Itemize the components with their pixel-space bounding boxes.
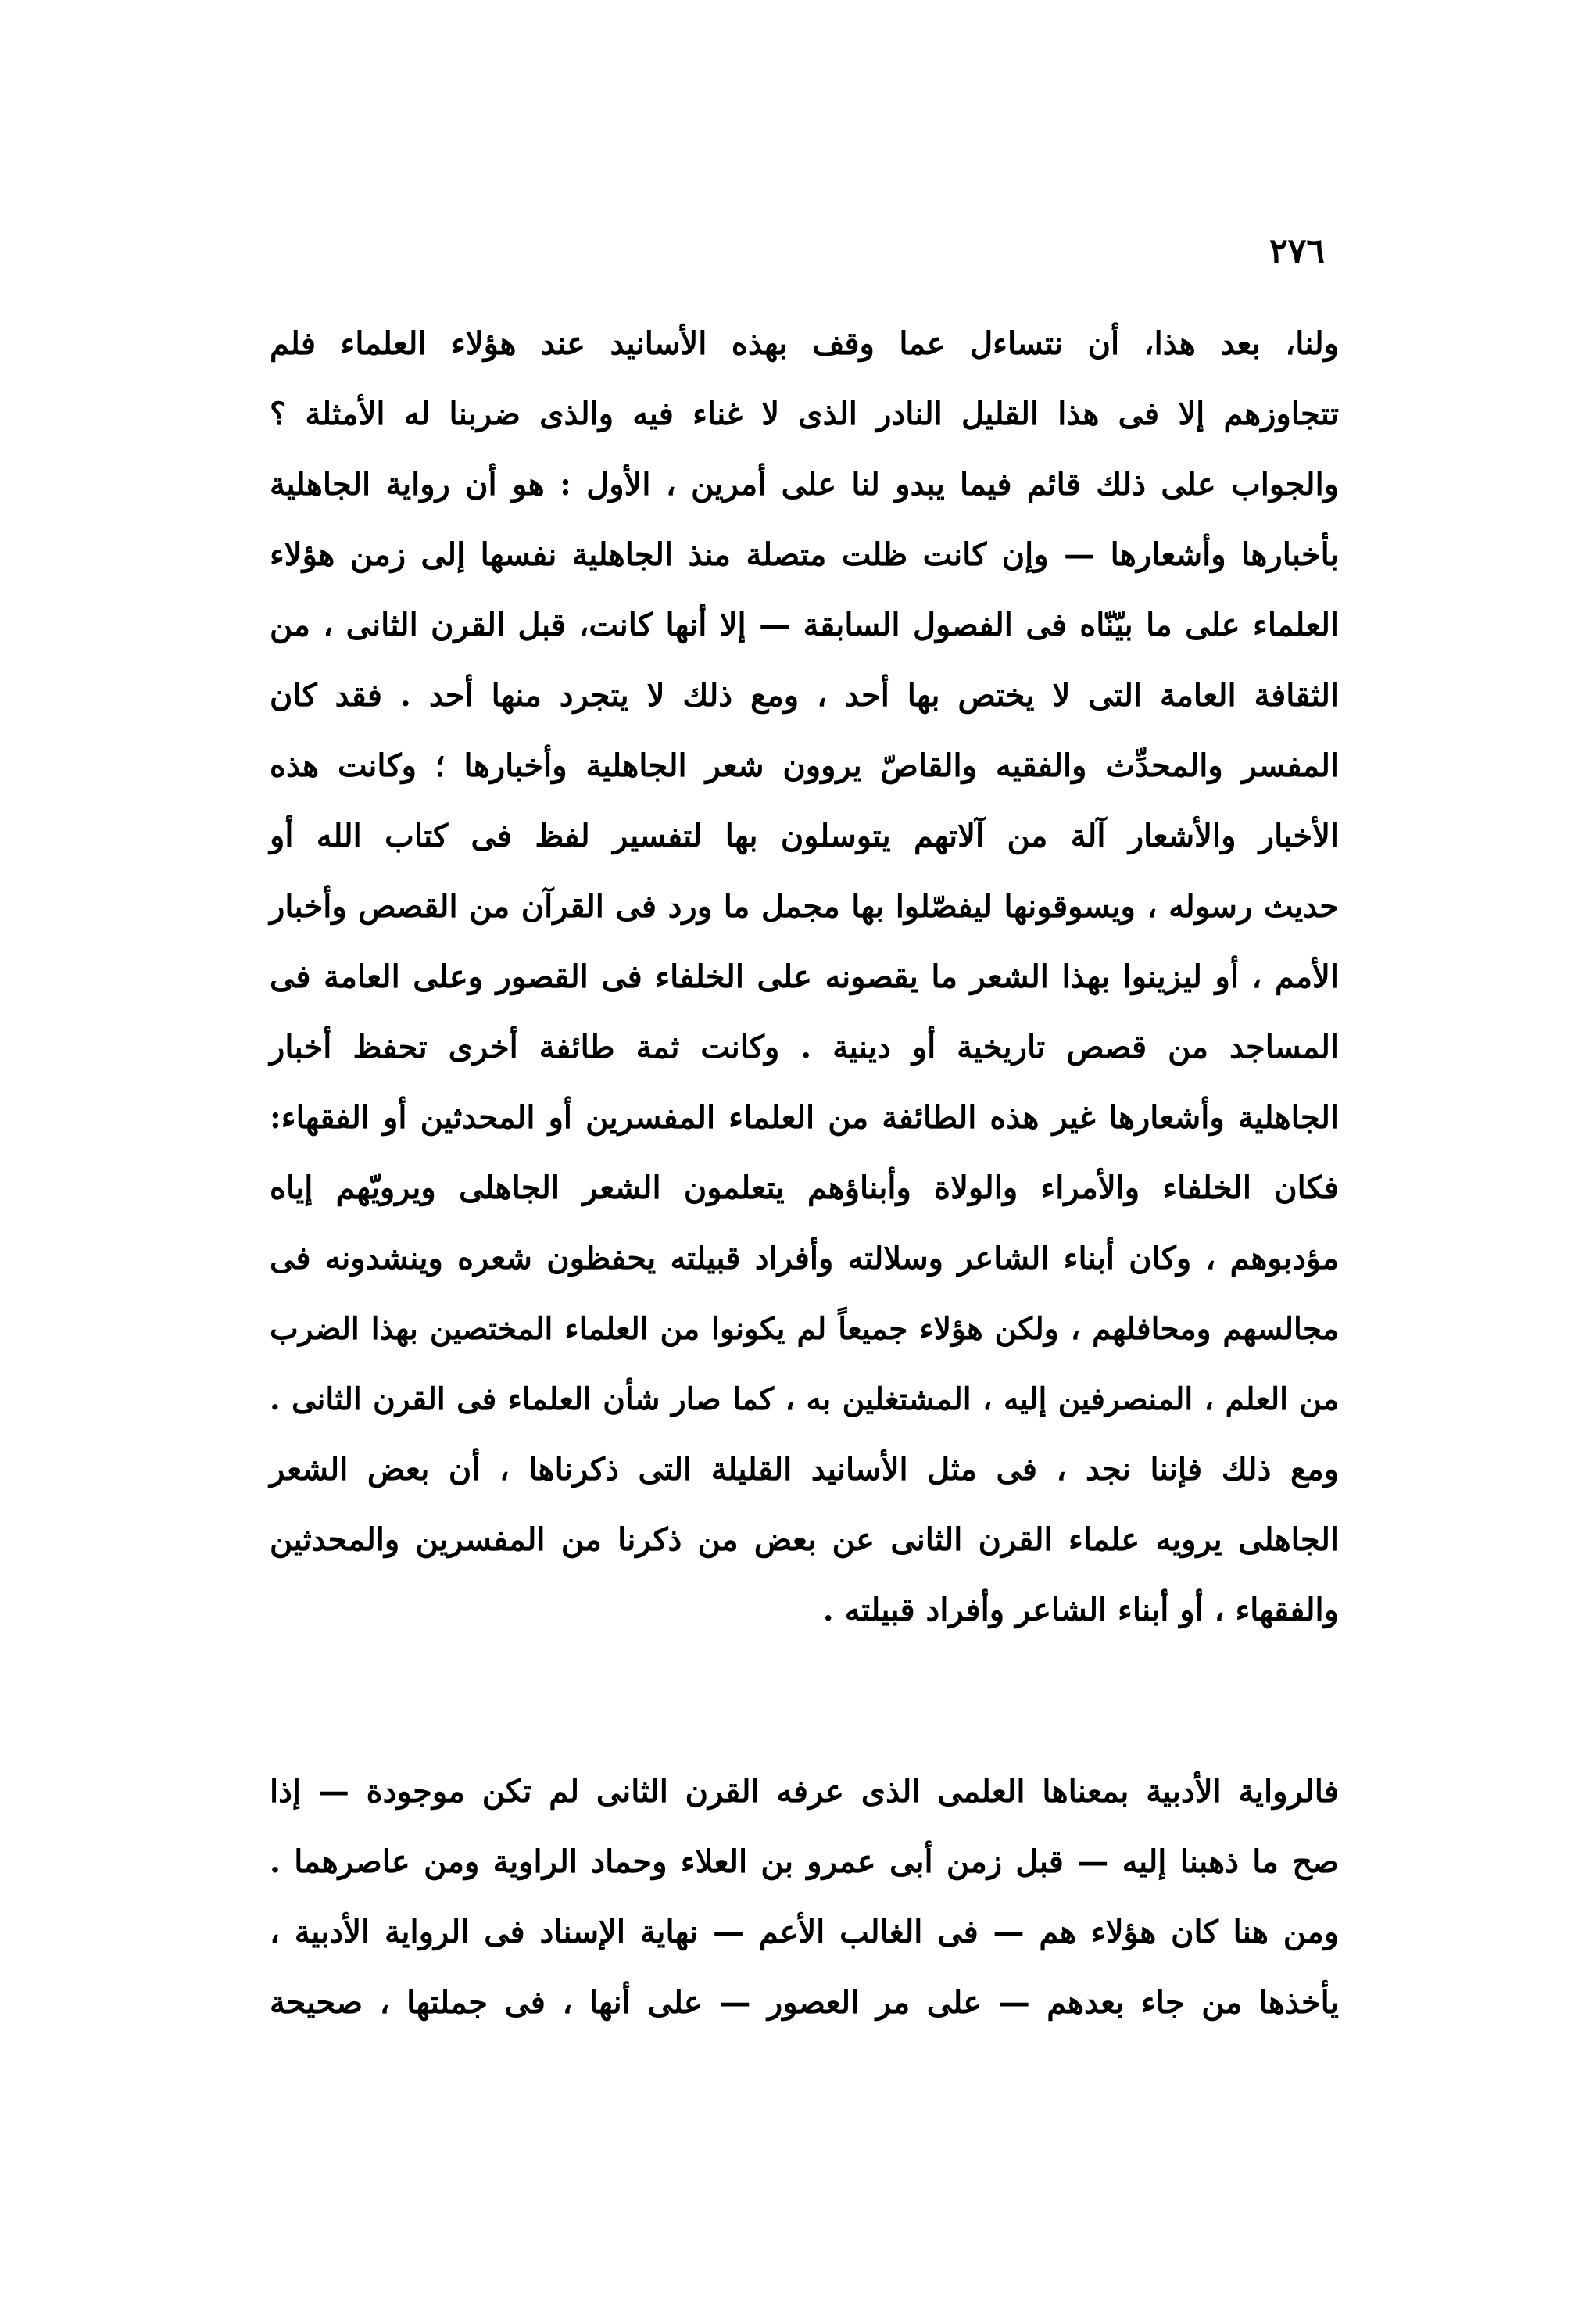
text-line: يأخذها من جاء بعدهم — على مر العصور — على أنها ، فى جملتها ، صحيحة [270, 1984, 1339, 2021]
text-line: من العلم ، المنصرفين إليه ، المشتغلين به ، كما صار شأن العلماء فى القرن الثانى . [270, 1381, 1339, 1417]
text-line: المفسر والمحدِّث والفقيه والقاصّ يروون شعر الجاهلية وأخبارها ؛ وكانت هذه [270, 747, 1339, 784]
text-line: والفقهاء ، أو أبناء الشاعر وأفراد قبيلته . [822, 1592, 1339, 1628]
text-line: فالرواية الأدبية بمعناها العلمى الذى عرفه القرن الثانى لم تكن موجودة — إذا [270, 1773, 1339, 1810]
text-line: مجالسهم ومحافلهم ، ولكن هؤلاء جميعاً لم يكونوا من العلماء المختصين بهذا الضرب [270, 1311, 1339, 1347]
text-line: الأمم ، أو ليزينوا بهذا الشعر ما يقصونه على الخلفاء فى القصور وعلى العامة فى [270, 958, 1339, 995]
paragraph-2 [270, 1757, 1339, 2038]
paragraph-1 [270, 309, 1339, 1646]
text-line: ولنا، بعد هذا، أن نتساءل عما وقف بهذه الأسانيد عند هؤلاء العلماء فلم [270, 325, 1339, 362]
text-line: مؤدبوهم ، وكان أبناء الشاعر وسلالته وأفراد قبيلته يحفظون شعره وينشدونه فى [270, 1240, 1339, 1277]
text-line: تتجاوزهم إلا فى هذا القليل النادر الذى لا غناء فيه والذى ضربنا له الأمثلة ؟ [270, 396, 1340, 432]
text-line: حديث رسوله ، ويسوقونها ليفصّلوا بها مجمل ما ورد فى القرآن من القصص وأخبار [270, 888, 1339, 925]
text-line: العلماء على ما بيّنّاه فى الفصول السابقة — إلا أنها كانت، قبل القرن الثانى ، من [270, 607, 1339, 643]
text-line: الجاهلى يرويه علماء القرن الثانى عن بعض من ذكرنا من المفسرين والمحدثين [270, 1521, 1339, 1558]
text-line: المساجد من قصص تاريخية أو دينية . وكانت ثمة طائفة أخرى تحفظ أخبار [270, 1029, 1339, 1066]
text-line: بأخبارها وأشعارها — وإن كانت ظلت متصلة منذ الجاهلية نفسها إلى زمن هؤلاء [270, 536, 1339, 573]
text-line: الأخبار والأشعار آلة من آلاتهم يتوسلون بها لتفسير لفظ فى كتاب الله أو [270, 818, 1339, 854]
text-line: ومن هنا كان هؤلاء هم — فى الغالب الأعم — نهاية الإسناد فى الرواية الأدبية ، [270, 1914, 1339, 1950]
text-line: الثقافة العامة التى لا يختص بها أحد ، ومع ذلك لا يتجرد منها أحد . فقد كان [270, 677, 1339, 714]
text-line: ومع ذلك فإننا نجد ، فى مثل الأسانيد القليلة التى ذكرناها ، أن بعض الشعر [270, 1451, 1339, 1488]
text-line: الجاهلية وأشعارها غير هذه الطائفة من العلماء المفسرين أو المحدثين أو الفقهاء: [270, 1099, 1339, 1136]
text-line: صح ما ذهبنا إليه — قبل زمن أبى عمرو بن العلاء وحماد الراوية ومن عاصرهما . [270, 1843, 1339, 1880]
page-number: ٢٧٦ [1269, 231, 1325, 271]
text-line: فكان الخلفاء والأمراء والولاة وأبناؤهم يتعلمون الشعر الجاهلى ويرويّهم إياه [270, 1169, 1340, 1206]
text-line: والجواب على ذلك قائم فيما يبدو لنا على أمرين ، الأول : هو أن رواية الجاهلية [270, 466, 1339, 503]
